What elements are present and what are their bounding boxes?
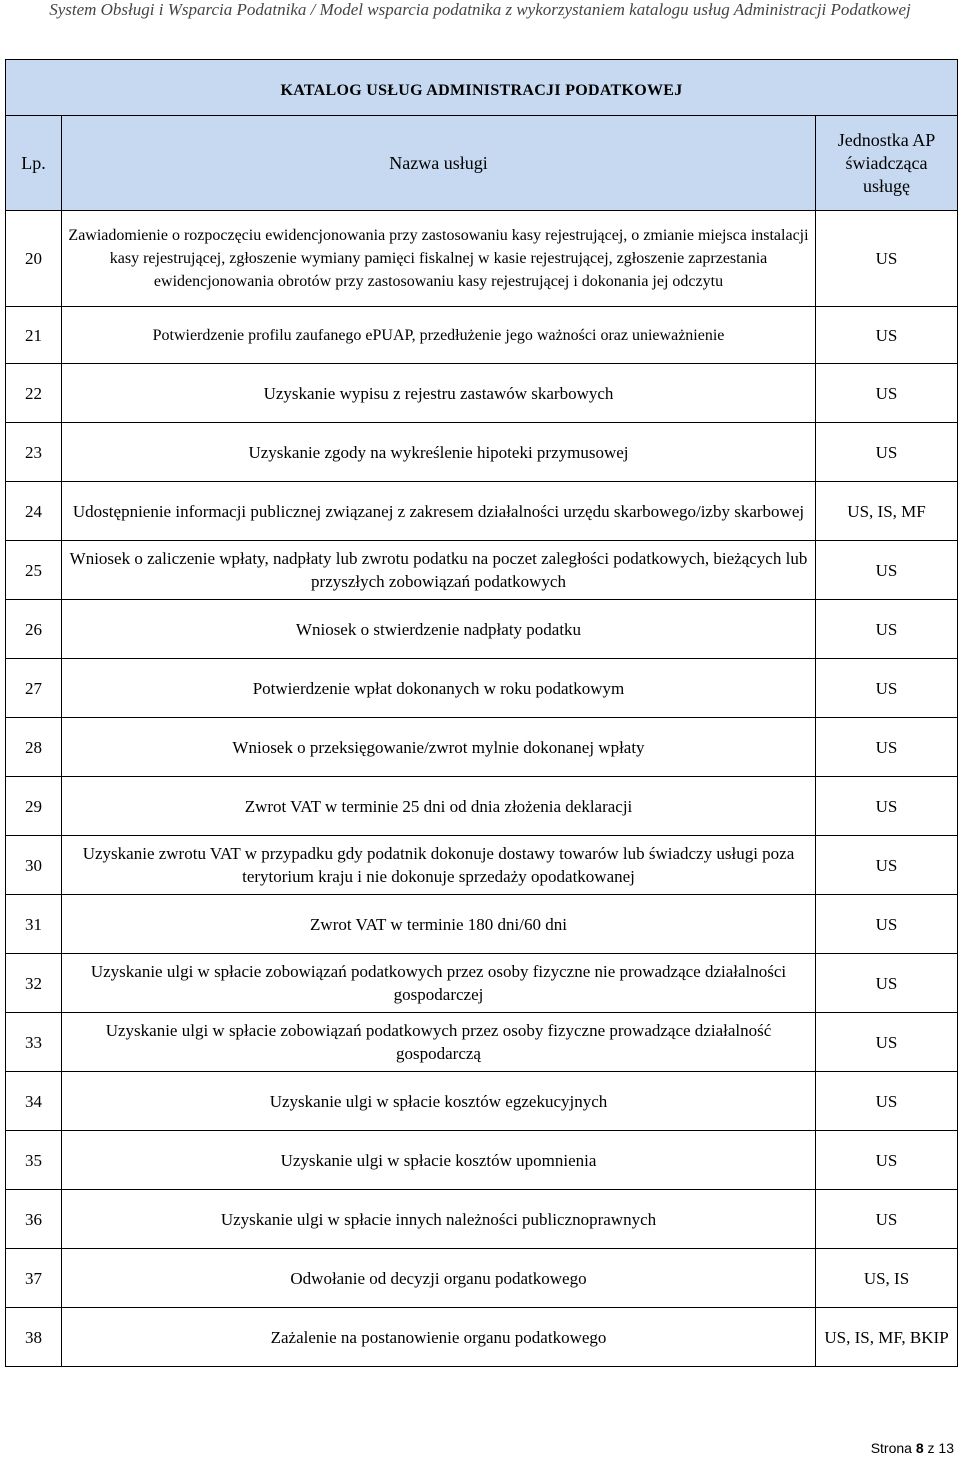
table-row (6, 1190, 958, 1249)
row-number: 33 (6, 1013, 62, 1072)
service-unit: US (816, 954, 958, 1013)
column-header-lp: Lp. (6, 116, 62, 211)
service-name: Wniosek o przeksięgowanie/zwrot mylnie dokonanej wpłaty (62, 718, 816, 777)
service-name: Zawiadomienie o rozpoczęciu ewidencjonowania przy zastosowaniu kasy rejestrującej, o zmianie miejsca instalacji kasy rejestrującej, zgłoszenie wymiany pamięci fiskalnej w kasie rejestrującej, zgłoszenie zaprzestania ewidencjonowania obrotów przy zastosowaniu kasy rejestrującej i dokonania jej odczytu (62, 211, 816, 307)
table-title-row (6, 60, 958, 116)
row-number: 23 (6, 423, 62, 482)
page-label: Strona (870, 1440, 912, 1456)
row-number: 20 (6, 211, 62, 307)
table-row (6, 1013, 958, 1072)
service-unit: US (816, 659, 958, 718)
service-name: Uzyskanie wypisu z rejestru zastawów skarbowych (62, 364, 816, 423)
service-name: Wniosek o stwierdzenie nadpłaty podatku (62, 600, 816, 659)
service-name: Wniosek o zaliczenie wpłaty, nadpłaty lub zwrotu podatku na poczet zaległości podatkowych, bieżących lub przyszłych zobowiązań podatkowych (62, 541, 816, 600)
service-name: Uzyskanie ulgi w spłacie innych należności publicznoprawnych (62, 1190, 816, 1249)
table-row (6, 364, 958, 423)
table-row (6, 659, 958, 718)
column-header-service-name: Nazwa usługi (62, 116, 816, 211)
table-row (6, 541, 958, 600)
table-row (6, 895, 958, 954)
row-number: 38 (6, 1308, 62, 1367)
service-unit: US (816, 895, 958, 954)
current-page: 8 (915, 1440, 924, 1456)
service-unit: US, IS, MF, BKIP (816, 1308, 958, 1367)
table-row (6, 1308, 958, 1367)
service-unit: US (816, 307, 958, 364)
service-unit: US, IS, MF (816, 482, 958, 541)
row-number: 30 (6, 836, 62, 895)
service-unit: US (816, 541, 958, 600)
row-number: 34 (6, 1072, 62, 1131)
table-row (6, 600, 958, 659)
service-name: Zażalenie na postanowienie organu podatkowego (62, 1308, 816, 1367)
row-number: 27 (6, 659, 62, 718)
service-name: Potwierdzenie profilu zaufanego ePUAP, przedłużenie jego ważności oraz unieważnienie (62, 307, 816, 364)
table-row (6, 1249, 958, 1308)
service-name: Udostępnienie informacji publicznej związanej z zakresem działalności urzędu skarbowego/izby skarbowej (62, 482, 816, 541)
service-name: Uzyskanie ulgi w spłacie kosztów egzekucyjnych (62, 1072, 816, 1131)
row-number: 22 (6, 364, 62, 423)
row-number: 35 (6, 1131, 62, 1190)
service-unit: US (816, 364, 958, 423)
row-number: 26 (6, 600, 62, 659)
row-number: 21 (6, 307, 62, 364)
row-number: 24 (6, 482, 62, 541)
table-row (6, 307, 958, 364)
table-row (6, 1072, 958, 1131)
row-number: 32 (6, 954, 62, 1013)
table-row (6, 423, 958, 482)
service-unit: US (816, 600, 958, 659)
service-catalog-table (5, 59, 958, 1367)
service-name: Zwrot VAT w terminie 25 dni od dnia złożenia deklaracji (62, 777, 816, 836)
table-row (6, 482, 958, 541)
row-number: 29 (6, 777, 62, 836)
table-title: KATALOG USŁUG ADMINISTRACJI PODATKOWEJ (6, 60, 958, 116)
row-number: 28 (6, 718, 62, 777)
row-number: 37 (6, 1249, 62, 1308)
service-unit: US (816, 718, 958, 777)
table-row (6, 954, 958, 1013)
row-number: 25 (6, 541, 62, 600)
service-name: Uzyskanie zgody na wykreślenie hipoteki przymusowej (62, 423, 816, 482)
service-unit: US (816, 777, 958, 836)
service-unit: US (816, 1190, 958, 1249)
page-of-label: z (927, 1440, 935, 1456)
table-row (6, 211, 958, 307)
service-name: Uzyskanie zwrotu VAT w przypadku gdy podatnik dokonuje dostawy towarów lub świadczy usługi poza terytorium kraju i nie dokonuje sprzedaży opodatkowanej (62, 836, 816, 895)
service-name: Uzyskanie ulgi w spłacie zobowiązań podatkowych przez osoby fizyczne prowadzące działalność gospodarczą (62, 1013, 816, 1072)
service-name: Odwołanie od decyzji organu podatkowego (62, 1249, 816, 1308)
service-unit: US (816, 836, 958, 895)
service-unit: US (816, 1072, 958, 1131)
service-unit: US (816, 211, 958, 307)
service-name: Potwierdzenie wpłat dokonanych w roku podatkowym (62, 659, 816, 718)
service-unit: US (816, 1013, 958, 1072)
service-unit: US (816, 1131, 958, 1190)
row-number: 36 (6, 1190, 62, 1249)
column-header-unit: Jednostka AP świadcząca usługę (816, 116, 958, 211)
table-header-row (6, 116, 958, 211)
table-row (6, 777, 958, 836)
row-number: 31 (6, 895, 62, 954)
page-number-footer (871, 1440, 954, 1456)
table-row (6, 718, 958, 777)
service-unit: US, IS (816, 1249, 958, 1308)
table-row (6, 836, 958, 895)
service-name: Uzyskanie ulgi w spłacie zobowiązań podatkowych przez osoby fizyczne nie prowadzące działalności gospodarczej (62, 954, 816, 1013)
service-name: Zwrot VAT w terminie 180 dni/60 dni (62, 895, 816, 954)
service-unit: US (816, 423, 958, 482)
document-running-header: System Obsługi i Wsparcia Podatnika / Model wsparcia podatnika z wykorzystaniem katalogu usług Administracji Podatkowej (49, 0, 911, 19)
service-name: Uzyskanie ulgi w spłacie kosztów upomnienia (62, 1131, 816, 1190)
table-row (6, 1131, 958, 1190)
total-pages: 13 (938, 1440, 954, 1456)
